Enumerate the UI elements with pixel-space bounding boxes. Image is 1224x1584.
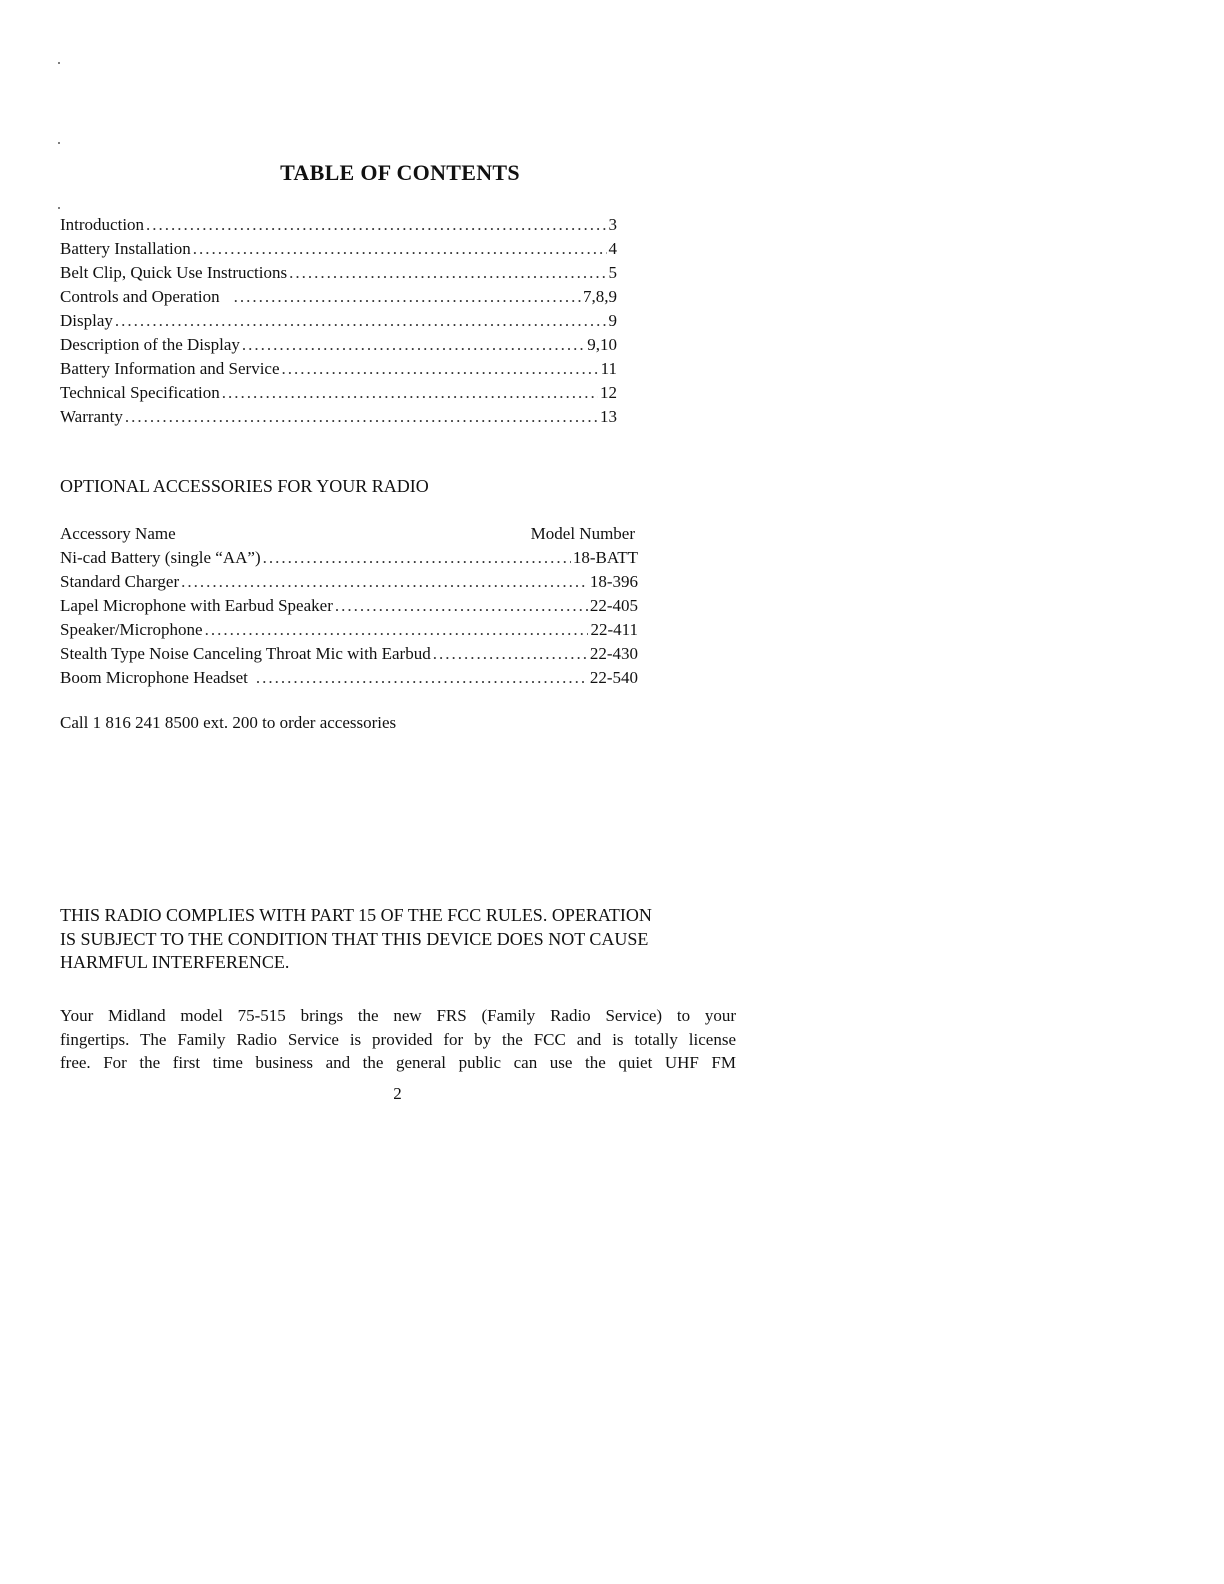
dot-leader xyxy=(205,620,589,640)
accessory-name: Standard Charger xyxy=(60,572,180,591)
model-number: 22-405 xyxy=(589,596,638,615)
toc-label: Battery Installation xyxy=(60,239,191,258)
toc-label: Description of the Display xyxy=(60,335,240,354)
toc-page: 11 xyxy=(600,359,617,378)
dot-leader xyxy=(242,335,585,355)
toc-page: 3 xyxy=(608,215,617,234)
toc-row xyxy=(60,287,617,311)
dot-leader xyxy=(181,572,588,592)
dot-leader xyxy=(234,287,581,307)
accessory-row xyxy=(60,596,638,620)
page-title: TABLE OF CONTENTS xyxy=(280,160,520,185)
intro-line: free. For the first time business and the general public can use the quiet UHF FM xyxy=(60,1053,736,1072)
toc-row xyxy=(60,335,617,359)
fcc-line: THIS RADIO COMPLIES WITH PART 15 OF THE FCC RULES. OPERATION xyxy=(60,905,652,925)
model-number: 18-396 xyxy=(589,572,638,591)
toc-page: 7,8,9 xyxy=(583,287,617,306)
toc-row xyxy=(60,407,617,431)
accessories-column-headers xyxy=(60,524,635,544)
dot-leader xyxy=(289,263,606,283)
accessory-name: Boom Microphone Headset xyxy=(60,668,248,687)
order-note: Call 1 816 241 8500 ext. 200 to order accessories xyxy=(60,713,397,732)
accessory-name: Lapel Microphone with Earbud Speaker xyxy=(60,596,333,615)
dot-leader xyxy=(193,239,607,259)
toc-page: 12 xyxy=(600,383,617,402)
accessory-row xyxy=(60,548,638,572)
accessory-row xyxy=(60,620,638,644)
toc-page: 5 xyxy=(608,263,617,282)
toc-page: 9,10 xyxy=(587,335,617,354)
accessory-name: Stealth Type Noise Canceling Throat Mic with Earbud xyxy=(60,644,431,663)
toc-label: Warranty xyxy=(60,407,123,426)
fcc-notice xyxy=(60,904,740,975)
model-number: 18-BATT xyxy=(572,548,638,567)
toc-page: 13 xyxy=(600,407,617,426)
page-number: 2 xyxy=(393,1084,402,1103)
scan-speck xyxy=(58,142,60,144)
toc-label: Belt Clip, Quick Use Instructions xyxy=(60,263,288,282)
dot-leader xyxy=(282,359,599,379)
dot-leader xyxy=(335,596,588,616)
toc-label: Display xyxy=(60,311,113,330)
toc-label: Technical Specification xyxy=(60,383,220,402)
dot-leader xyxy=(263,548,571,568)
accessory-row xyxy=(60,572,638,596)
dot-leader xyxy=(256,668,588,688)
model-number: 22-430 xyxy=(589,644,638,663)
toc-row xyxy=(60,383,617,407)
fcc-line: HARMFUL INTERFERENCE. xyxy=(60,952,290,972)
dot-leader xyxy=(222,383,598,403)
dot-leader xyxy=(125,407,598,427)
table-of-contents xyxy=(60,215,617,431)
accessory-row xyxy=(60,668,638,692)
toc-page: 4 xyxy=(608,239,617,258)
accessories-heading: OPTIONAL ACCESSORIES FOR YOUR RADIO xyxy=(60,476,429,496)
accessory-name: Speaker/Microphone xyxy=(60,620,203,639)
intro-line: Your Midland model 75-515 brings the new FRS (Family Radio Service) to your xyxy=(60,1006,736,1025)
dot-leader xyxy=(433,644,588,664)
accessory-row xyxy=(60,644,638,668)
dot-leader xyxy=(146,215,606,235)
intro-paragraph xyxy=(60,1004,736,1075)
toc-label: Controls and Operation xyxy=(60,287,220,306)
intro-line: fingertips. The Family Radio Service is provided for by the FCC and is totally license xyxy=(60,1029,736,1049)
scan-speck xyxy=(58,207,60,209)
model-number: 22-411 xyxy=(590,620,638,639)
accessory-name-header: Accessory Name xyxy=(60,524,176,543)
toc-row xyxy=(60,263,617,287)
model-number: 22-540 xyxy=(589,668,638,687)
toc-label: Introduction xyxy=(60,215,145,234)
toc-row xyxy=(60,311,617,335)
toc-page: 9 xyxy=(608,311,617,330)
accessory-name: Ni-cad Battery (single “AA”) xyxy=(60,548,261,567)
toc-row xyxy=(60,215,617,239)
toc-row xyxy=(60,239,617,263)
toc-label: Battery Information and Service xyxy=(60,359,280,378)
dot-leader xyxy=(115,311,607,331)
accessories-list xyxy=(60,548,638,692)
toc-row xyxy=(60,359,617,383)
model-number-header: Model Number xyxy=(530,524,635,543)
scan-speck xyxy=(58,62,60,64)
fcc-line: IS SUBJECT TO THE CONDITION THAT THIS DEVICE DOES NOT CAUSE xyxy=(60,928,649,949)
